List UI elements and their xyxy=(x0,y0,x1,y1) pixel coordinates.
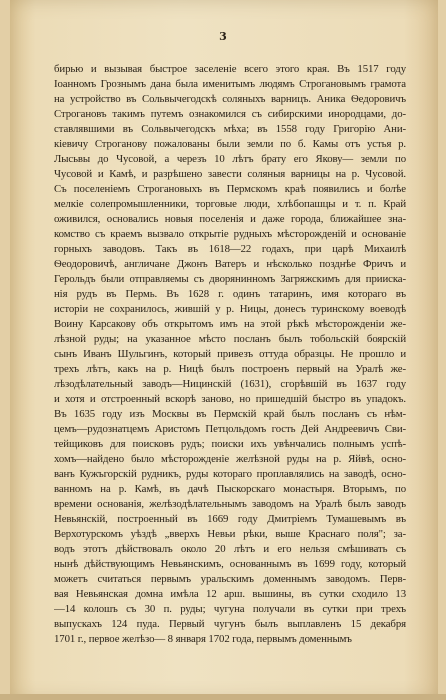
text-line: ванъ Кужъгорскій рудникъ, руды котораго проплавлялись на заводѣ, осно- xyxy=(54,468,406,480)
text-line: на устройство въ Сольвычегодскѣ соляныхъ варницъ. Аника Ѳедоровичъ xyxy=(54,93,406,105)
text-line: Чусовой и Камѣ, и разрѣшено завести соляныя варницы на р. Чусовой. xyxy=(54,168,406,180)
text-line: исторіи не сохранилось, жившій у р. Ницы, донесъ туринскому воеводѣ xyxy=(54,303,406,315)
text-line: можетъ считаться первымъ уральскимъ доменнымъ заводомъ. Перв- xyxy=(54,573,406,585)
text-line: Лысьвы до Чусовой, а черезъ 10 лѣтъ брату его Якову— земли по xyxy=(54,153,406,165)
text-line: цемъ—рудознатцемъ Аристомъ Петцольдомъ гость Дей Андреевичъ Сви- xyxy=(54,423,406,435)
scan-bottom-edge xyxy=(0,694,446,700)
text-line: комство съ краемъ вызвало открытіе рудныхъ мѣсторожденій и основаніе xyxy=(54,228,406,240)
text-line: трехъ лѣтъ, какъ на р. Ницѣ былъ построенъ первый на Уралѣ же- xyxy=(54,363,406,375)
text-line: нынѣ дѣйствующимъ Невьянскимъ, основаннымъ въ 1699 году, который xyxy=(54,558,406,570)
text-line: горныхъ заводовъ. Такъ въ 1618—22 годахъ, при царѣ Михаилѣ xyxy=(54,243,406,255)
text-line: Воину Карсакову объ открытомъ имъ на этой рѣкѣ мѣсторожденіи же- xyxy=(54,318,406,330)
text-line: 1701 г., первое желѣзо— 8 января 1702 года, первымъ доменнымъ xyxy=(54,633,352,645)
text-line: хомъ—найдено было мѣсторожденіе желѣзной руды на р. Яйвѣ, осно- xyxy=(54,453,406,465)
text-line: тейщиковъ для поисковъ рудъ; поиски ихъ увѣнчались полнымъ успѣ- xyxy=(54,438,406,450)
text-line: и хотя и отстроенный вскорѣ заново, но пришедшій быстро въ упадокъ. xyxy=(54,393,406,405)
text-line: Іоанномъ Грознымъ дана была именитымъ людямъ Строгановымъ грамота xyxy=(54,78,406,90)
text-line: оживился, основались новыя поселенія и даже города, ближайшее зна- xyxy=(54,213,406,225)
text-line: ванномъ на р. Камѣ, въ дачѣ Пыскорскаго монастыря. Вторымъ, по xyxy=(54,483,406,495)
text-line: Съ поселеніемъ Строгановыхъ въ Пермскомъ краѣ появились и болѣе xyxy=(54,183,406,195)
text-line: водъ этотъ дѣйствовалъ около 20 лѣтъ и его нельзя смѣшивать съ xyxy=(54,543,406,555)
text-line: времени основанія, желѣзодѣлательнымъ заводомъ на Уралѣ былъ заводъ xyxy=(54,498,406,510)
text-line: Герольдъ были отправляемы съ дворянинномъ Загряжскимъ для прииска- xyxy=(54,273,406,285)
text-line: вая Невьянская домна имѣла 12 арш. вышины, въ сутки сходило 13 xyxy=(54,588,406,600)
text-line: выпускахъ 124 пуда. Первый чугунъ былъ выплавленъ 15 декабря xyxy=(54,618,406,630)
text-line: Верхотурскомъ уѣздѣ „вверхъ Невьи рѣки, выше Краснаго поля"; за- xyxy=(54,528,406,540)
text-line: мелкіе солепромышленники, торговые люди, хлѣбопашцы и т. п. Край xyxy=(54,198,406,210)
text-line: лѣзодѣлательный заводъ—Ницинскій (1631), сгорѣвшій въ 1637 году xyxy=(54,378,406,390)
body-text xyxy=(54,62,406,647)
text-line: сынъ Иванъ Шульгинъ, который привезъ оттуда образцы. Не прошло и xyxy=(54,348,406,360)
text-line: лѣзной руды; на указанное мѣсто посланъ былъ тобольскій боярскій xyxy=(54,333,406,345)
text-line: Невьянскій, построенный въ 1669 году Дмитріемъ Тумашевымъ въ xyxy=(54,513,406,525)
text-line: ставлявшими въ Сольвычегодскъ мѣха; въ 1558 году Григорію Ани- xyxy=(54,123,406,135)
text-line: Ѳеодоровичѣ, англичане Джонъ Ватеръ и нѣсколько позднѣе Фричъ и xyxy=(54,258,406,270)
text-line: —14 колошъ съ 30 п. руды; чугуна получали въ сутки при трехъ xyxy=(54,603,406,615)
text-line: Въ 1635 году изъ Москвы въ Пермскій край былъ посланъ съ нѣм- xyxy=(54,408,406,420)
text-line: Строгановъ такимъ путемъ ознакомился съ сибирскими инородцами, до- xyxy=(54,108,406,120)
text-line: нія рудъ въ Пермь. Въ 1628 г. одинъ татаринъ, имя котораго въ xyxy=(54,288,406,300)
text-line: кіевичу Строганову пожалованы были земли по б. Камы отъ устья р. xyxy=(54,138,406,150)
text-line: бирью и вызывая быстрое заселеніе всего этого края. Въ 1517 году xyxy=(54,63,406,75)
page-number: 3 xyxy=(219,30,227,43)
